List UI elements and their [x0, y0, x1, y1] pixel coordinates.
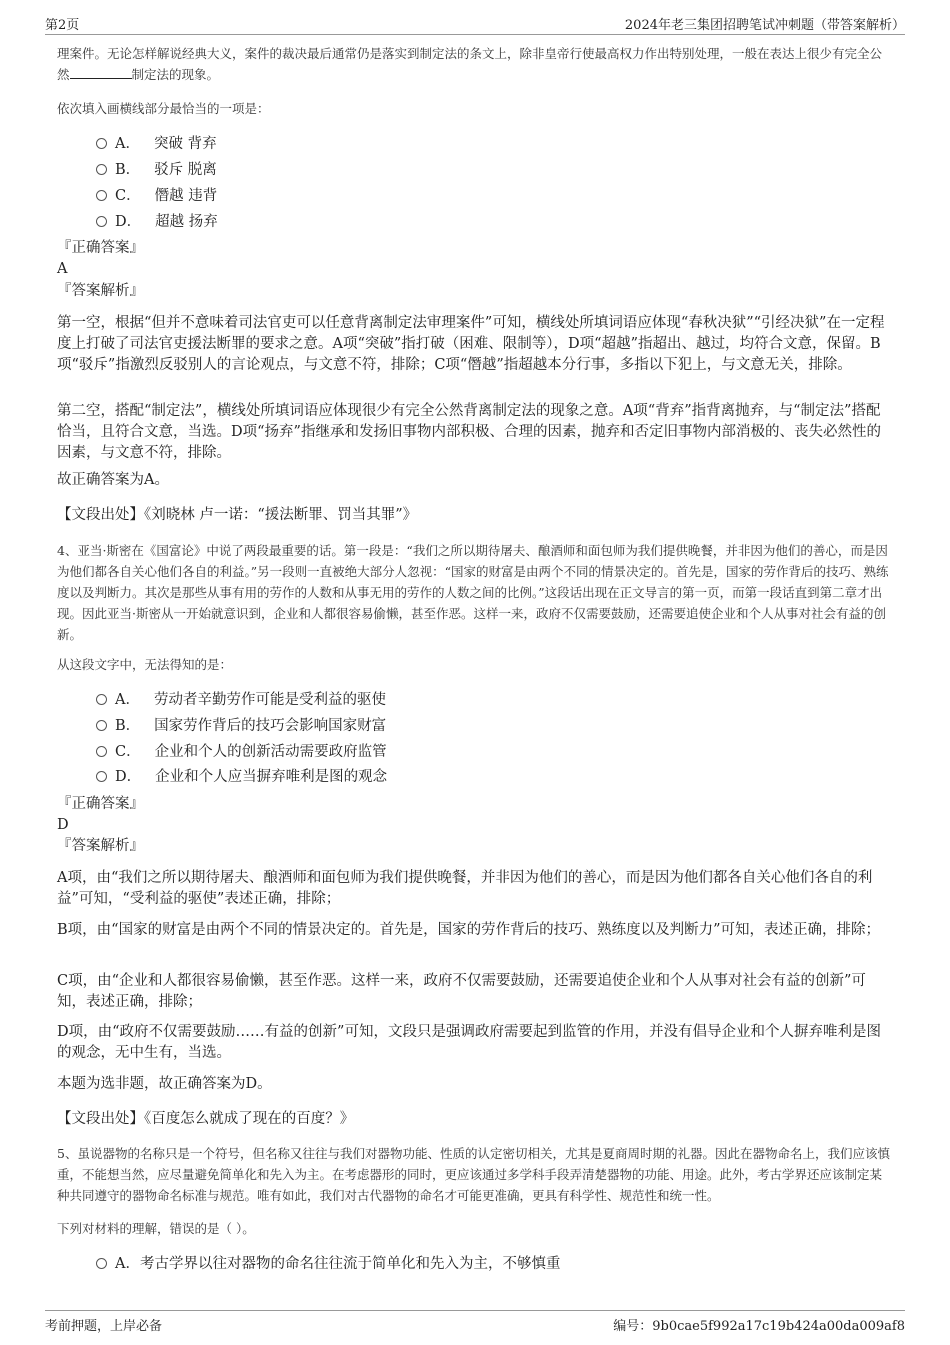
radio-icon[interactable] — [96, 694, 107, 705]
q5-option-a[interactable]: A．考古学界以往对器物的命名往往流于简单化和先入为主，不够慎重 — [96, 1254, 560, 1274]
fill-blank — [70, 66, 132, 79]
radio-icon[interactable] — [96, 771, 107, 782]
q4-analysis-b: B项，由“国家的财富是由两个不同的情景决定的。首先是，国家的劳作背后的技巧、熟练度以及判断力”可知，表述正确，排除； — [57, 922, 880, 938]
q5-passage: 5、虽说器物的名称只是一个符号，但名称又往往与我们对器物功能、性质的认定密切相关，尤其是夏商周时期的礼器。因此在器物命名上，我们应该慎重，不能想当然，应尽量避免简单化和先入为主。在考虑器形的同时，更应该通过多学科手段弄清楚器物的功能、用途。此外，考古学界还应该制定某种共同遵守的器物命名标准与规范。唯有如此，我们对古代器物的命名才可能更准确，更具有科学性、规范性和统一性。 — [57, 1146, 890, 1203]
page-header — [45, 14, 905, 35]
q4-prompt: 从这段文字中，无法得知的是： — [57, 657, 233, 672]
q4-analysis-c: C项，由“企业和人都很容易偷懒，甚至作恶。这样一来，政府不仅需要鼓励，还需要追使企业和个人从事对社会有益的创新”可知，表述正确，排除； — [57, 973, 866, 1010]
q4-analysis-conclusion: 本题为选非题，故正确答案为D。 — [57, 1076, 272, 1092]
q3-source: 【文段出处】《刘晓林 卢一诺：“援法断罪、罚当其罪”》 — [57, 507, 418, 523]
q4-option-a[interactable]: A． 劳动者辛勤劳作可能是受利益的驱使 — [96, 690, 386, 710]
q3-answer: A — [57, 261, 68, 277]
q3-option-a[interactable]: A． 突破 背弃 — [96, 134, 217, 154]
page-number: 第2页 — [45, 18, 80, 33]
q3-option-d[interactable]: D． 超越 扬弃 — [96, 212, 218, 232]
q3-analysis-p3: 故正确答案为A。 — [57, 472, 169, 488]
q3-analysis-p1: 第一空，根据“但并不意味着司法官吏可以任意背离制定法审理案件”可知，横线处所填词语应体现“春秋决狱”“引经决狱”在一定程度上打破了司法官吏援法断罪的要求之意。A项“突破”指打破（困难、限制等），D项“超越”指超出、越过，均符合文意，保留。B项“驳斥”指激烈反驳别人的言论观点，与文意不符，排除；C项“僭越”指超越本分行事，多指以下犯上，与文意无关，排除。 — [57, 315, 885, 373]
q4-analysis-tag: 『答案解析』 — [57, 838, 144, 854]
q4-option-d[interactable]: D． 企业和个人应当摒弃唯利是图的观念 — [96, 767, 387, 787]
q3-analysis-p2: 第二空，搭配“制定法”，横线处所填词语应体现很少有完全公然背离制定法的现象之意。A项“背弃”指背离抛弃，与“制定法”搭配恰当，且符合文意，当选。D项“扬弃”指继承和发扬旧事物内部积极、合理的因素，抛弃和否定旧事物内部消极的、丧失必然性的因素，与文意不符，排除。 — [57, 403, 881, 461]
q4-option-c[interactable]: C． 企业和个人的创新活动需要政府监管 — [96, 742, 387, 762]
document-title: 2024年老三集团招聘笔试冲刺题（带答案解析） — [624, 18, 905, 33]
q4-analysis-a: A项，由“我们之所以期待屠夫、酿酒师和面包师为我们提供晚餐，并非因为他们的善心，而是因为他们都各自关心他们各自的利益”可知，“受利益的驱使”表述正确，排除； — [57, 870, 873, 907]
page-footer — [45, 1310, 905, 1337]
q3-passage — [57, 43, 892, 85]
q3-option-b[interactable]: B． 驳斥 脱离 — [96, 160, 217, 180]
radio-icon[interactable] — [96, 164, 107, 175]
radio-icon[interactable] — [96, 746, 107, 757]
q3-analysis-tag: 『答案解析』 — [57, 283, 144, 299]
document-id: 编号：9b0cae5f992a17c19b424a00da009af8 — [613, 1319, 905, 1334]
q4-source: 【文段出处】《百度怎么就成了现在的百度？》 — [57, 1111, 355, 1127]
q3-answer-tag: 『正确答案』 — [57, 240, 144, 256]
q3-prompt: 依次填入画横线部分最恰当的一项是： — [57, 101, 270, 116]
q4-answer: D — [57, 817, 69, 833]
footer-slogan: 考前押题，上岸必备 — [45, 1319, 163, 1334]
q4-passage: 4、亚当·斯密在《国富论》中说了两段最重要的话。第一段是：“我们之所以期待屠夫、酿酒师和面包师为我们提供晚餐，并非因为他们的善心，而是因为他们都各自关心他们各自的利益。”另一段则一直被绝大部分人忽视：“国家的财富是由两个不同的情景决定的。首先是，国家的劳作背后的技巧、熟练度以及判断力。其次是那些从事有用的劳作的人数和从事无用的劳作的人数之间的比例。”这段话出现在正文导言的第一页，而第一段话直到第二章才出现。因此亚当·斯密从一开始就意识到，企业和人都很容易偷懒，甚至作恶。这样一来，政府不仅需要鼓励，还需要追使企业和个人从事对社会有益的创新。 — [57, 543, 889, 642]
radio-icon[interactable] — [96, 216, 107, 227]
q5-prompt: 下列对材料的理解，错误的是（ ）。 — [57, 1221, 255, 1236]
q3-passage-text-b: 制定法的现象。 — [131, 67, 220, 82]
q4-option-b[interactable]: B． 国家劳作背后的技巧会影响国家财富 — [96, 716, 386, 736]
q3-passage-text-a: 理案件。无论怎样解说经典大义，案件的裁决最后通常仍是落实到制定法的条文上，除非皇帝行使最高权力作出特别处理，一般在表达上很少有完全公然 — [57, 46, 883, 82]
radio-icon[interactable] — [96, 138, 107, 149]
radio-icon[interactable] — [96, 1258, 107, 1269]
q4-answer-tag: 『正确答案』 — [57, 796, 144, 812]
radio-icon[interactable] — [96, 190, 107, 201]
radio-icon[interactable] — [96, 720, 107, 731]
q4-analysis-d: D项，由“政府不仅需要鼓励……有益的创新”可知，文段只是强调政府需要起到监管的作用，并没有倡导企业和个人摒弃唯利是图的观念，无中生有，当选。 — [57, 1024, 881, 1061]
q3-option-c[interactable]: C． 僭越 违背 — [96, 186, 217, 206]
